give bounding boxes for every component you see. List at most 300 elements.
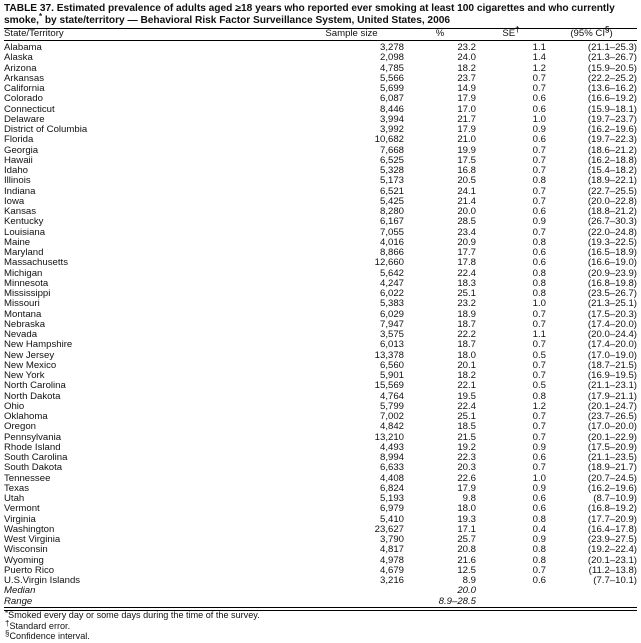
cell-ci: (16.2–19.6) — [587, 482, 637, 494]
cell-state: Illinois — [4, 175, 31, 187]
footnote-marker-star: * — [38, 12, 43, 22]
cell-sample-size: 8,446 — [379, 103, 404, 115]
cell-ci: (23.7–26.5) — [587, 411, 637, 423]
cell-se: 0.6 — [532, 257, 546, 269]
greater-than-or-equal-symbol: > — [235, 3, 242, 14]
cell-sample-size: 3,992 — [379, 124, 404, 136]
cell-se: 0.7 — [532, 564, 546, 576]
cell-state: Alabama — [4, 42, 42, 54]
cell-se: 1.1 — [532, 42, 546, 54]
cell-sample-size: 6,087 — [379, 93, 404, 105]
cell-sample-size: 6,013 — [379, 339, 404, 351]
cell-state: Oregon — [4, 421, 36, 433]
footnote — [5, 618, 637, 632]
cell-ci: (8.7–10.9) — [593, 493, 637, 505]
cell-ci: (21.1–23.1) — [587, 380, 637, 392]
cell-sample-size: 6,029 — [379, 308, 404, 320]
cell-se: 0.8 — [532, 513, 546, 525]
cell-se: 1.2 — [532, 400, 546, 412]
cell-percent: 24.1 — [457, 185, 476, 197]
cell-sample-size: 13,378 — [374, 349, 404, 361]
cell-ci — [546, 586, 637, 596]
cell-sample-size: 3,575 — [379, 329, 404, 341]
cell-percent: 23.7 — [457, 72, 476, 84]
cell-ci: (17.0–20.0) — [587, 421, 637, 433]
cell-se: 1.0 — [532, 298, 546, 310]
cell-ci: (17.0–19.0) — [587, 349, 637, 361]
cell-se: 0.7 — [532, 462, 546, 474]
cell-ci: (16.4–17.8) — [587, 523, 637, 535]
cell-percent: 9.8 — [462, 493, 476, 505]
cell-state: Wisconsin — [4, 544, 48, 556]
cell-sample-size: 10,682 — [374, 134, 404, 146]
cell-state: Vermont — [4, 503, 40, 515]
cell-state: U.S.Virgin Islands — [4, 575, 81, 587]
footnote — [5, 610, 637, 621]
cell-se: 0.6 — [532, 493, 546, 505]
cell-sample-size: 3,216 — [379, 575, 404, 587]
table-bottom-rule — [4, 607, 637, 608]
cell-sample-size: 4,493 — [379, 441, 404, 453]
cell-se: 0.7 — [532, 185, 546, 197]
title-line-2-part-b: by state/territory — Behavioral Risk Factor Surveillance System, United States, 2006 — [42, 15, 450, 27]
cell-state: Montana — [4, 308, 42, 320]
cell-ci: (20.0–24.4) — [587, 329, 637, 341]
cell-se: 0.6 — [532, 103, 546, 115]
cell-sample-size: 3,278 — [379, 42, 404, 54]
cell-state: District of Columbia — [4, 124, 88, 136]
cell-se: 0.5 — [532, 380, 546, 392]
cell-se: 0.8 — [532, 236, 546, 248]
cell-sample-size: 6,633 — [379, 462, 404, 474]
table-row — [4, 576, 637, 586]
cell-state: South Carolina — [4, 452, 68, 464]
cell-sample-size: 4,842 — [379, 421, 404, 433]
cell-ci: (18.6–21.2) — [587, 144, 637, 156]
cell-ci: (21.1–25.3) — [587, 42, 637, 54]
cell-state: Colorado — [4, 93, 43, 105]
cell-ci: (22.7–25.5) — [587, 185, 637, 197]
cell-se: 0.9 — [532, 534, 546, 546]
cell-ci: (17.7–20.9) — [587, 513, 637, 525]
cell-ci: (17.9–21.1) — [587, 390, 637, 402]
cell-percent: 21.0 — [457, 134, 476, 146]
cell-se: 0.8 — [532, 554, 546, 566]
cell-percent: 19.2 — [457, 441, 476, 453]
cell-sample-size: 5,699 — [379, 83, 404, 95]
cell-state: Connecticut — [4, 103, 55, 115]
page-title — [4, 3, 637, 27]
cell-se: 0.7 — [532, 308, 546, 320]
cell-sample-size — [299, 597, 404, 607]
cell-sample-size: 6,022 — [379, 288, 404, 300]
cell-percent: 28.5 — [457, 216, 476, 228]
cell-state: Rhode Island — [4, 441, 61, 453]
cell-state: Delaware — [4, 113, 45, 125]
cell-state: Kentucky — [4, 216, 44, 228]
title-line-2-part-a: smoke, — [4, 15, 39, 27]
cell-sample-size: 5,328 — [379, 165, 404, 177]
cell-ci: (17.4–20.0) — [587, 318, 637, 330]
cell-ci: (26.7–30.3) — [587, 216, 637, 228]
cell-se: 1.4 — [532, 52, 546, 64]
column-header-ci-close: ) — [609, 28, 613, 40]
cell-ci: (19.2–22.4) — [587, 544, 637, 556]
cell-percent: 14.9 — [457, 83, 476, 95]
cell-percent: 23.2 — [457, 42, 476, 54]
cell-state: California — [4, 83, 45, 95]
cell-se: 1.0 — [532, 113, 546, 125]
cell-percent: 24.0 — [457, 52, 476, 64]
cell-percent: 21.5 — [457, 431, 476, 443]
cell-se: 0.9 — [532, 482, 546, 494]
cell-percent: 18.2 — [457, 62, 476, 74]
cell-percent: 21.7 — [457, 113, 476, 125]
column-header-se — [476, 25, 546, 40]
cell-sample-size: 6,824 — [379, 482, 404, 494]
cell-state: Puerto Rico — [4, 564, 55, 576]
cell-se: 0.6 — [532, 247, 546, 259]
cell-sample-size: 7,055 — [379, 226, 404, 238]
cell-percent: 23.4 — [457, 226, 476, 238]
cell-ci: (18.8–21.2) — [587, 206, 637, 218]
cell-percent: 22.4 — [457, 267, 476, 279]
cell-state: New Hampshire — [4, 339, 73, 351]
summary-row — [4, 586, 637, 596]
cell-se: 0.7 — [532, 226, 546, 238]
footnote — [5, 631, 637, 642]
cell-ci: (17.5–20.3) — [587, 308, 637, 320]
cell-ci: (20.7–24.5) — [587, 472, 637, 484]
cell-ci: (16.9–19.5) — [587, 370, 637, 382]
cell-state: Utah — [4, 493, 25, 505]
cell-percent: 20.5 — [457, 175, 476, 187]
title-line-1-part-b: 18 years who reported ever smoking at least 100 cigarettes and who currently — [241, 3, 615, 14]
cell-sample-size: 13,210 — [374, 431, 404, 443]
cell-percent: 18.3 — [457, 277, 476, 289]
cell-state: Texas — [4, 482, 30, 494]
cell-state: Alaska — [4, 52, 33, 64]
cell-se: 0.9 — [532, 124, 546, 136]
cell-se: 0.8 — [532, 277, 546, 289]
cell-state: Ohio — [4, 400, 25, 412]
cell-percent: 8.9 — [462, 575, 476, 587]
cell-percent: 22.3 — [457, 452, 476, 464]
cell-ci: (20.9–23.9) — [587, 267, 637, 279]
cell-sample-size: 8,280 — [379, 206, 404, 218]
cell-state: Idaho — [4, 165, 29, 177]
cell-ci — [546, 597, 637, 607]
cell-percent: 19.9 — [457, 144, 476, 156]
cell-state: Virginia — [4, 513, 36, 525]
footnote-marker-dagger: † — [515, 25, 520, 35]
cell-sample-size: 6,979 — [379, 503, 404, 515]
footnote-marker-section: § — [605, 25, 610, 35]
cell-percent: 19.3 — [457, 513, 476, 525]
cell-ci: (19.7–22.3) — [587, 134, 637, 146]
cell-se: 0.7 — [532, 421, 546, 433]
cell-ci: (16.2–18.8) — [587, 154, 637, 166]
cell-state: New Mexico — [4, 359, 57, 371]
cell-se: 0.7 — [532, 144, 546, 156]
cell-se: 0.7 — [532, 431, 546, 443]
cell-sample-size — [299, 586, 404, 596]
cell-state: Florida — [4, 134, 34, 146]
cell-ci: (19.7–23.7) — [587, 113, 637, 125]
cell-se: 1.1 — [532, 329, 546, 341]
cell-sample-size: 5,383 — [379, 298, 404, 310]
footnote-text: Standard error. — [9, 620, 71, 631]
cell-ci: (19.3–22.5) — [587, 236, 637, 248]
footnote-mark: † — [5, 618, 10, 628]
cell-ci: (21.1–23.5) — [587, 452, 637, 464]
cell-percent: 18.0 — [457, 503, 476, 515]
cell-se: 0.7 — [532, 83, 546, 95]
cell-state: Range — [4, 595, 33, 607]
cell-ci: (23.9–27.5) — [587, 534, 637, 546]
cell-percent: 22.4 — [457, 400, 476, 412]
cell-state: Oklahoma — [4, 411, 48, 423]
cell-state: Kansas — [4, 206, 36, 218]
column-header-state: State/Territory — [4, 28, 64, 40]
cell-ci: (18.7–21.5) — [587, 359, 637, 371]
cell-ci: (23.5–26.7) — [587, 288, 637, 300]
cell-state: Nevada — [4, 329, 38, 341]
cell-percent: 17.9 — [457, 124, 476, 136]
cell-percent: 20.1 — [457, 359, 476, 371]
cell-percent: 17.8 — [457, 257, 476, 269]
cell-ci: (15.9–20.5) — [587, 62, 637, 74]
cell-sample-size: 5,193 — [379, 493, 404, 505]
cell-sample-size: 5,410 — [379, 513, 404, 525]
cell-se: 0.8 — [532, 175, 546, 187]
cell-state: Iowa — [4, 195, 25, 207]
cell-state: Pennsylvania — [4, 431, 62, 443]
footnotes-block — [4, 608, 637, 641]
cell-state: Maine — [4, 236, 31, 248]
cell-ci: (18.9–22.1) — [587, 175, 637, 187]
cell-sample-size: 3,790 — [379, 534, 404, 546]
column-header-percent: % — [435, 28, 445, 40]
cell-sample-size: 4,016 — [379, 236, 404, 248]
cell-ci: (16.8–19.8) — [587, 277, 637, 289]
cell-se: 0.6 — [532, 206, 546, 218]
cell-percent: 22.1 — [457, 380, 476, 392]
cell-percent: 17.5 — [457, 154, 476, 166]
cell-se: 0.7 — [532, 72, 546, 84]
cell-sample-size: 12,660 — [374, 257, 404, 269]
cell-ci: (20.1–22.9) — [587, 431, 637, 443]
cell-state: New Jersey — [4, 349, 55, 361]
cell-state: Tennessee — [4, 472, 51, 484]
cell-se: 0.6 — [532, 503, 546, 515]
cell-se: 0.8 — [532, 288, 546, 300]
cell-sample-size: 23,627 — [374, 523, 404, 535]
cell-percent: 22.2 — [457, 329, 476, 341]
prevalence-table — [4, 25, 637, 40]
cell-percent: 22.6 — [457, 472, 476, 484]
cell-se: 0.7 — [532, 318, 546, 330]
summary-row — [4, 597, 637, 607]
cell-sample-size: 7,668 — [379, 144, 404, 156]
cell-sample-size: 2,098 — [379, 52, 404, 64]
footnote-mark: * — [5, 608, 9, 618]
footnote-text: Smoked every day or some days during the time of the survey. — [8, 609, 260, 620]
cell-se: 0.8 — [532, 267, 546, 279]
cell-sample-size: 5,642 — [379, 267, 404, 279]
cell-se: 0.6 — [532, 575, 546, 587]
cell-state: Nebraska — [4, 318, 46, 330]
cell-se — [476, 597, 546, 607]
cell-ci: (15.4–18.2) — [587, 165, 637, 177]
cell-se: 0.7 — [532, 359, 546, 371]
cell-state: South Dakota — [4, 462, 63, 474]
footnote-mark: § — [5, 629, 10, 639]
cell-ci: (20.1–24.7) — [587, 400, 637, 412]
cell-se: 1.0 — [532, 472, 546, 484]
cell-se: 0.4 — [532, 523, 546, 535]
prevalence-table-body — [4, 41, 637, 607]
cell-ci: (16.5–18.9) — [587, 247, 637, 259]
cell-percent: 17.9 — [457, 482, 476, 494]
cell-state: Hawaii — [4, 154, 33, 166]
cell-se: 0.6 — [532, 134, 546, 146]
cell-percent: 20.0 — [457, 206, 476, 218]
cell-percent: 25.1 — [457, 288, 476, 300]
cell-ci: (7.7–10.1) — [593, 575, 637, 587]
cell-se: 0.7 — [532, 411, 546, 423]
cell-ci: (11.2–13.8) — [588, 564, 637, 576]
cell-state: New York — [4, 370, 45, 382]
cell-percent: 18.5 — [457, 421, 476, 433]
cell-percent: 25.7 — [457, 534, 476, 546]
cell-percent: 18.7 — [457, 339, 476, 351]
cell-sample-size: 5,799 — [379, 400, 404, 412]
cell-ci: (20.1–23.1) — [587, 554, 637, 566]
cell-percent: 17.0 — [457, 103, 476, 115]
cell-state: Mississippi — [4, 288, 51, 300]
cell-se: 0.9 — [532, 216, 546, 228]
cell-sample-size: 4,247 — [379, 277, 404, 289]
cell-sample-size: 4,978 — [379, 554, 404, 566]
cell-sample-size: 8,994 — [379, 452, 404, 464]
cell-percent: 23.2 — [457, 298, 476, 310]
cell-state: Minnesota — [4, 277, 49, 289]
cell-sample-size: 4,764 — [379, 390, 404, 402]
cell-ci: (20.0–22.8) — [587, 195, 637, 207]
cell-percent: 16.8 — [457, 165, 476, 177]
cell-se: 0.7 — [532, 339, 546, 351]
cell-sample-size: 3,994 — [379, 113, 404, 125]
column-header-se-label: SE — [502, 28, 516, 40]
cell-state: Indiana — [4, 185, 36, 197]
cell-se: 0.6 — [532, 452, 546, 464]
cell-ci: (16.2–19.6) — [587, 124, 637, 136]
cell-sample-size: 8,866 — [379, 247, 404, 259]
cell-se: 0.6 — [532, 93, 546, 105]
cell-percent: 17.1 — [457, 523, 476, 535]
cell-percent: 12.5 — [457, 564, 476, 576]
cell-state: Median — [4, 585, 36, 597]
cell-se: 0.9 — [532, 441, 546, 453]
cell-se: 0.7 — [532, 370, 546, 382]
cell-percent: 18.9 — [457, 308, 476, 320]
cell-sample-size: 6,525 — [379, 154, 404, 166]
cell-se: 0.7 — [532, 195, 546, 207]
cell-ci: (16.8–19.2) — [587, 503, 637, 515]
cell-state: Missouri — [4, 298, 40, 310]
cell-percent: 8.9–28.5 — [438, 595, 476, 607]
cell-ci: (21.3–25.1) — [587, 298, 637, 310]
cell-state: Wyoming — [4, 554, 44, 566]
footnote-text: Confidence interval. — [9, 631, 90, 642]
cell-percent: 18.7 — [457, 318, 476, 330]
cell-percent: 21.4 — [457, 195, 476, 207]
cell-state: Massachusetts — [4, 257, 68, 269]
cell-percent: 20.3 — [457, 462, 476, 474]
cell-ci: (18.9–21.7) — [587, 462, 637, 474]
cell-percent: 18.0 — [457, 349, 476, 361]
table-header — [4, 25, 637, 40]
cell-sample-size: 6,560 — [379, 359, 404, 371]
cell-ci: (16.6–19.2) — [587, 93, 637, 105]
cell-ci: (21.3–26.7) — [587, 52, 637, 64]
cell-sample-size: 15,569 — [374, 380, 404, 392]
cell-state: Washington — [4, 523, 55, 535]
cell-ci: (17.4–20.0) — [587, 339, 637, 351]
cell-state: Arkansas — [4, 72, 44, 84]
cell-sample-size: 4,785 — [379, 62, 404, 74]
cell-ci: (22.0–24.8) — [587, 226, 637, 238]
cell-se: 0.7 — [532, 154, 546, 166]
header-row — [4, 29, 637, 39]
cell-se: 0.5 — [532, 349, 546, 361]
cell-sample-size: 7,002 — [379, 411, 404, 423]
cell-se: 0.8 — [532, 544, 546, 556]
cell-se: 0.7 — [532, 165, 546, 177]
cell-percent: 21.6 — [457, 554, 476, 566]
cell-se: 1.2 — [532, 62, 546, 74]
cell-state: North Dakota — [4, 390, 61, 402]
cell-sample-size: 4,408 — [379, 472, 404, 484]
cell-ci: (16.6–19.0) — [587, 257, 637, 269]
cell-percent: 19.5 — [457, 390, 476, 402]
cell-state: Georgia — [4, 144, 39, 156]
cell-sample-size: 4,679 — [379, 564, 404, 576]
table-body — [4, 41, 637, 607]
cell-state: North Carolina — [4, 380, 66, 392]
cell-state: West Virginia — [4, 534, 61, 546]
cell-se — [476, 586, 546, 596]
cell-ci: (22.2–25.2) — [587, 72, 637, 84]
cell-sample-size: 5,173 — [379, 175, 404, 187]
cell-percent: 20.8 — [457, 544, 476, 556]
cell-percent: 20.9 — [457, 236, 476, 248]
cell-ci: (13.6–16.2) — [587, 83, 637, 95]
cell-sample-size: 5,901 — [379, 370, 404, 382]
cell-percent: 17.9 — [457, 93, 476, 105]
cell-percent: 17.7 — [457, 247, 476, 259]
cell-percent: 25.1 — [457, 411, 476, 423]
cell-sample-size: 5,566 — [379, 72, 404, 84]
column-header-sample-size: Sample size — [325, 28, 378, 40]
cell-se: 0.8 — [532, 390, 546, 402]
column-header-ci — [546, 25, 637, 40]
cell-ci: (15.9–18.1) — [587, 103, 637, 115]
cell-state: Louisiana — [4, 226, 46, 238]
cell-sample-size: 6,167 — [379, 216, 404, 228]
cell-sample-size: 7,947 — [379, 318, 404, 330]
